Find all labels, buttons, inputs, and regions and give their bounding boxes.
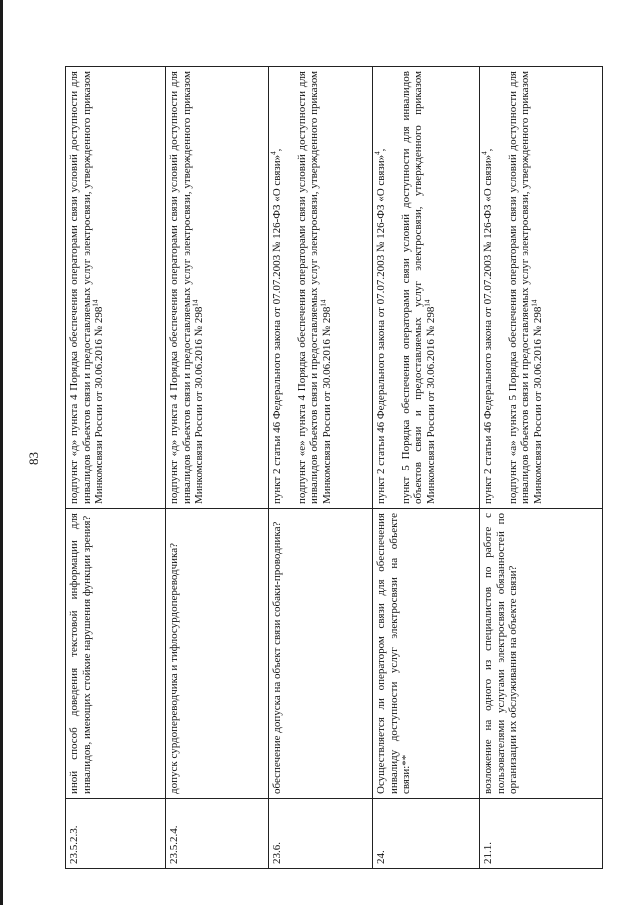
reference-tail: , [271,148,283,152]
row-number: 23.5.2.3. [66,799,166,869]
footnote-mark: 4 [373,151,382,155]
table-row [480,67,603,869]
row-number: 23.6. [269,799,373,869]
footnote-mark: 14 [318,299,327,307]
table-row [269,67,373,869]
table-row [166,67,269,869]
row-number: 24. [373,799,480,869]
footnote-mark: 4 [480,151,489,155]
reference-paragraph [507,71,545,504]
row-number: 23.5.2.4. [166,799,269,869]
reference-paragraph [271,71,284,504]
footnote-mark: 14 [191,299,200,307]
reference-paragraph [168,71,206,504]
requirements-table [65,66,603,869]
footnote-mark: 4 [269,151,278,155]
reference-paragraph [68,71,106,504]
question-cell: иной способ доведения текстовой информации для инвалидов, имеющих стойкие нарушения функции зрения? [66,509,166,799]
reference-cell [480,67,603,509]
table-row [66,67,166,869]
question-cell: допуск сурдопереводчика и тифлосурдопереводчика? [166,509,269,799]
reference-paragraph [400,71,438,504]
question-cell: обеспечение допуска на объект связи собаки-проводника? [269,509,373,799]
reference-tail: , [375,148,387,152]
reference-text: пункт 5 Порядка обеспечения операторами связи условий доступности для инвалидов объектов связи и предоставляемых услуг электросвязи, утвержденного приказом Минкомсвязи России от 30.06.2016 № 298 [399,71,437,504]
reference-paragraph [375,71,388,504]
reference-text: пункт 2 статьи 46 Федерального закона от 07.07.2003 № 126-ФЗ «О связи» [375,154,387,504]
footnote-mark: 14 [91,299,100,307]
reference-text: подпункт «а» пункта 5 Порядка обеспечения операторами связи условий доступности для инвалидов объектов связи и предоставляемых услуг электросвязи, утвержденного приказом Минкомсвязи России от 30.06.2016 № 298 [506,71,544,504]
row-number: 21.1. [480,799,603,869]
footnote-mark: 14 [422,299,431,307]
page-number: 83 [26,452,41,465]
reference-cell [373,67,480,509]
reference-text: пункт 2 статьи 46 Федерального закона от 07.07.2003 № 126-ФЗ «О связи» [482,154,494,504]
reference-paragraph [482,71,495,504]
reference-cell [269,67,373,509]
reference-text: подпункт «е» пункта 4 Порядка обеспечения операторами связи условий доступности для инвалидов объектов связи и предоставляемых услуг электросвязи, утвержденного приказом Минкомсвязи России от 30.06.2016 № 298 [295,71,333,504]
reference-cell [166,67,269,509]
table-body [66,67,603,869]
reference-cell [66,67,166,509]
reference-paragraph [296,71,334,504]
table-row [373,67,480,869]
reference-text: пункт 2 статьи 46 Федерального закона от 07.07.2003 № 126-ФЗ «О связи» [271,154,283,504]
reference-text: подпункт «д» пункта 4 Порядка обеспечения операторами связи условий доступности для инвалидов объектов связи и предоставляемых услуг электросвязи, утвержденного приказом Минкомсвязи России от 30.06.2016 № 298 [168,71,205,504]
footnote-mark: 14 [529,299,538,307]
question-cell: Осуществляется ли оператором связи для обеспечения инвалиду доступности услуг электросвязи на объекте связи:** [373,509,480,799]
question-cell: возложение на одного из специалистов по работе с пользователями услугами электросвязи обязанностей по организации их обслуживания на объекте связи? [480,509,603,799]
reference-text: подпункт «д» пункта 4 Порядка обеспечения операторами связи условий доступности для инвалидов объектов связи и предоставляемых услуг электросвязи, утвержденного приказом Минкомсвязи России от 30.06.2016 № 298 [68,71,105,504]
reference-tail: , [482,148,494,152]
